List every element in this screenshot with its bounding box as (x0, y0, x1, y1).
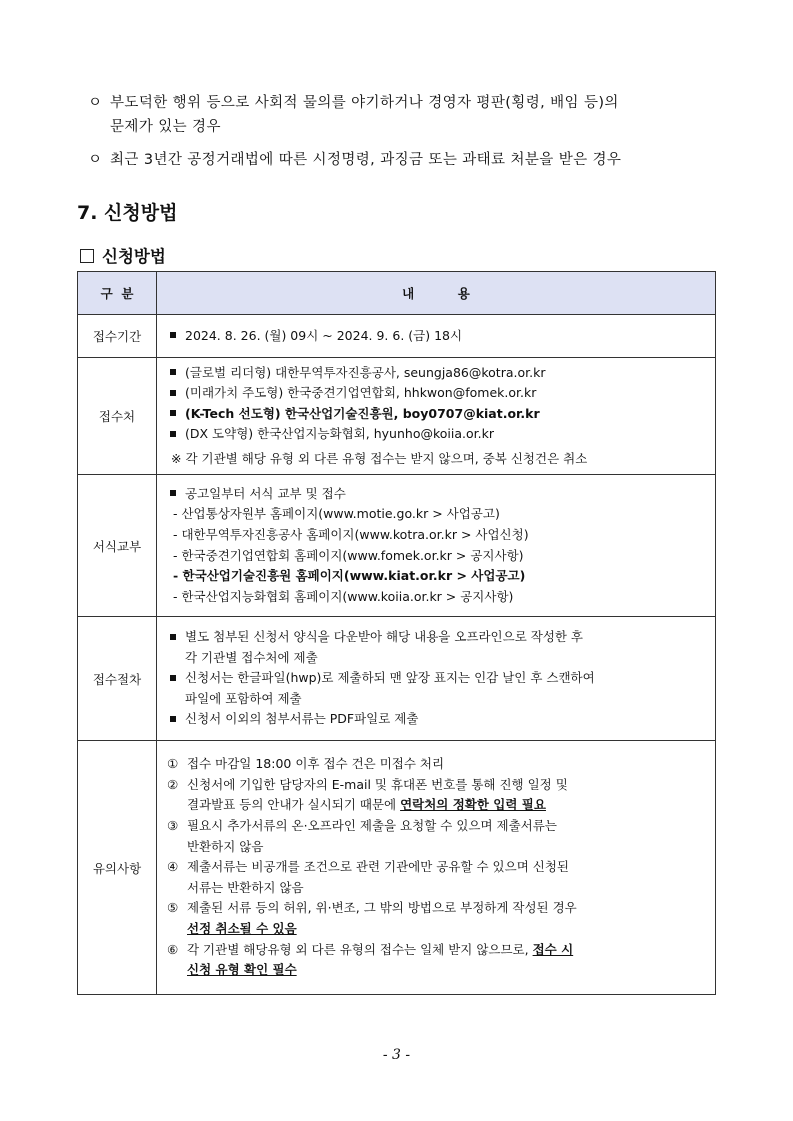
table-header-row (78, 272, 716, 315)
row-content (157, 358, 716, 475)
form-source-item: - 대한무역투자진흥공사 홈페이지(www.kotra.or.kr > 사업신청) (173, 526, 529, 542)
note-emphasis: 접수 시 (532, 941, 574, 957)
row-label: 접수절차 (78, 617, 157, 741)
note-emphasis: 선정 취소될 수 있음 (187, 920, 297, 936)
bullet-text: 부도덕한 행위 등으로 사회적 물의를 야기하거나 경영자 평판(횡령, 배임 등)의 (110, 95, 619, 111)
note-emphasis: 신청 유형 확인 필수 (187, 962, 297, 978)
note-text: 각 기관별 해당유형 외 다른 유형의 접수는 일체 받지 않으므로, (187, 941, 533, 957)
square-bullet-icon (170, 490, 176, 496)
row-label: 유의사항 (78, 741, 157, 995)
row-label: 접수기간 (78, 315, 157, 358)
form-source-item: - 한국중견기업연합회 홈페이지(www.fomek.or.kr > 공지사항) (173, 547, 524, 563)
note-number: ⑤ (167, 900, 179, 916)
note-text: 반환하지 않음 (187, 838, 264, 854)
reception-place-item: (글로벌 리더형) 대한무역투자진흥공사, seungja86@kotra.or.kr (185, 364, 546, 380)
procedure-item: 신청서 이외의 첨부서류는 PDF파일로 제출 (185, 711, 419, 727)
reception-period-text: 2024. 8. 26. (월) 09시 ~ 2024. 9. 6. (금) 18시 (185, 327, 463, 343)
bullet-text: 최근 3년간 공정거래법에 따른 시정명령, 과징금 또는 과태료 처분을 받은 경우 (110, 152, 622, 168)
procedure-item: 신청서는 한글파일(hwp)로 제출하되 맨 앞장 표지는 인감 날인 후 스캔하여 (185, 670, 595, 686)
sub-title (80, 243, 166, 267)
table-row (78, 315, 716, 358)
bullet-item (88, 149, 621, 171)
row-content (157, 617, 716, 741)
row-content (157, 315, 716, 358)
note-text: 제출서류는 비공개를 조건으로 관련 기관에만 공유할 수 있으며 신청된 (187, 859, 569, 875)
bullet-marker: ㅇ (88, 152, 103, 168)
note-text: 제출된 서류 등의 허위, 위·변조, 그 밖의 방법으로 부정하게 작성된 경우 (187, 900, 577, 916)
table-row (78, 358, 716, 475)
header-content: 내 용 (157, 272, 716, 315)
table-row (78, 741, 716, 995)
application-method-table (77, 271, 716, 995)
note-text: 신청서에 기입한 담당자의 E-mail 및 휴대폰 번호를 통해 진행 일정 및 (187, 776, 568, 792)
note-number: ③ (167, 818, 179, 834)
page-number: - 3 - (382, 1047, 411, 1063)
form-source-item: - 한국산업기술진흥원 홈페이지(www.kiat.or.kr > 사업공고) (173, 568, 526, 584)
table-row (78, 475, 716, 617)
form-source-item: - 산업통상자원부 홈페이지(www.motie.go.kr > 사업공고) (173, 506, 500, 522)
square-bullet-icon (170, 634, 176, 640)
square-bullet-icon (170, 369, 176, 375)
checkbox-square-icon (80, 249, 94, 263)
table-row (78, 617, 716, 741)
note-number: ④ (167, 859, 179, 875)
reception-place-item: (미래가치 주도형) 한국중견기업연합회, hhkwon@fomek.or.kr (185, 385, 537, 401)
note-text: 서류는 반환하지 않음 (187, 879, 304, 895)
square-bullet-icon (170, 716, 176, 722)
reception-place-item: (DX 도약형) 한국산업지능화협회, hyunho@koiia.or.kr (185, 426, 494, 442)
note-text: 필요시 추가서류의 온·오프라인 제출을 요청할 수 있으며 제출서류는 (187, 818, 557, 834)
reception-place-item: (K-Tech 선도형) 한국산업기술진흥원, boy0707@kiat.or.kr (185, 405, 540, 421)
procedure-item: 별도 첨부된 신청서 양식을 다운받아 해당 내용을 오프라인으로 작성한 후 (185, 629, 584, 645)
square-bullet-icon (170, 431, 176, 437)
form-source-item: - 한국산업지능화협회 홈페이지(www.koiia.or.kr > 공지사항) (173, 588, 514, 604)
section-title: 7. 신청방법 (77, 202, 178, 224)
row-label: 접수처 (78, 358, 157, 475)
note-text: 접수 마감일 18:00 이후 접수 건은 미접수 처리 (187, 756, 445, 772)
note-emphasis: 연락처의 정확한 입력 필요 (400, 797, 546, 813)
reception-place-note: ※ 각 기관별 해당 유형 외 다른 유형 접수는 받지 않으며, 중복 신청건은 취소 (171, 450, 588, 466)
row-content (157, 475, 716, 617)
sub-title-text: 신청방법 (102, 247, 166, 266)
bullet-marker: ㅇ (88, 95, 103, 111)
bullet-item (88, 92, 619, 114)
row-label: 서식교부 (78, 475, 157, 617)
bullet-text-continued: 문제가 있는 경우 (110, 119, 221, 135)
note-text: 결과발표 등의 안내가 실시되기 때문에 (187, 797, 401, 813)
square-bullet-icon (170, 332, 176, 338)
square-bullet-icon (170, 410, 176, 416)
form-distribution-lead: 공고일부터 서식 교부 및 접수 (185, 485, 346, 501)
note-number: ⑥ (167, 941, 179, 957)
square-bullet-icon (170, 675, 176, 681)
procedure-item-continued: 각 기관별 접수처에 제출 (185, 649, 318, 665)
note-number: ① (167, 756, 179, 772)
note-number: ② (167, 776, 179, 792)
procedure-item-continued: 파일에 포함하여 제출 (185, 690, 302, 706)
row-content (157, 741, 716, 995)
square-bullet-icon (170, 390, 176, 396)
header-category: 구 분 (78, 272, 157, 315)
